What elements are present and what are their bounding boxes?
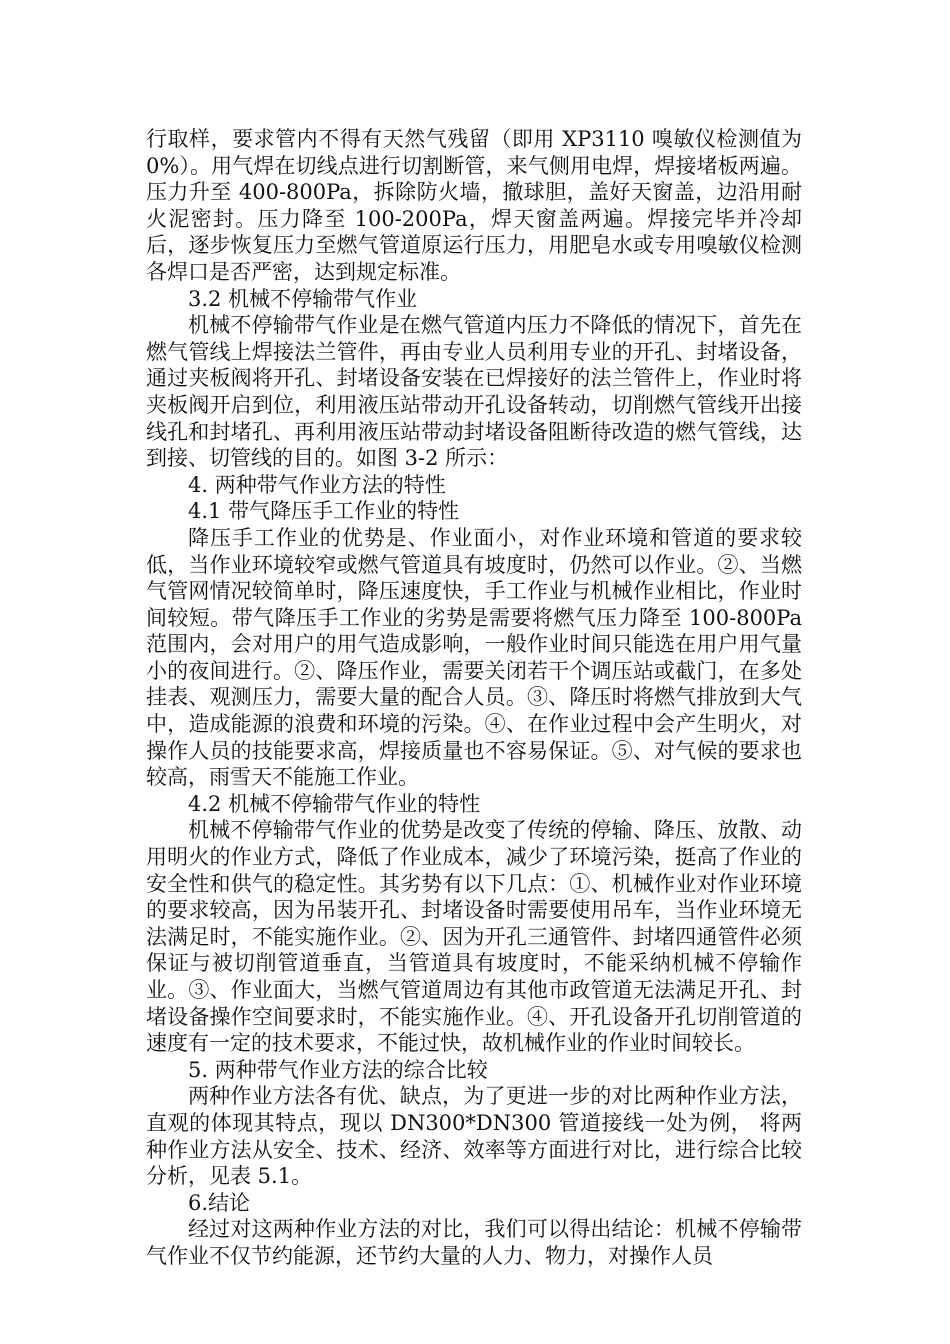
heading-6: 6.结论 xyxy=(188,1190,251,1215)
paragraph-sampling-continued: 行取样，要求管内不得有天然气残留（即用 XP3110 嗅敏仪检测值为 0%）。用气焊在切线点进行切割断管，来气侧用电焊，焊接堵板两遍。压力升至 400-800Pa，拆除防火墙，撤球胆，盖好天窗盖，边沿用耐火泥密封。压力降至 100-200Pa，焊天窗盖两遍。焊接完毕并冷却后，逐步恢复压力至燃气管道原运行压力，用肥皂水或专用嗅敏仪检测各焊口是否严密，达到规定标准。 xyxy=(146,127,802,284)
document-page xyxy=(146,126,802,1270)
paragraph-comparison: 两种作业方法各有优、缺点，为了更进一步的对比两种作业方法，直观的体现其特点，现以 DN300*DN300 管道接线一处为例， 将两种作业方法从安全、技术、经济、效率等方面进行对比，进行综合比较分析，见表 5.1。 xyxy=(146,1084,802,1189)
heading-3-2: 3.2 机械不停输带气作业 xyxy=(188,286,418,311)
paragraph-mechanical-operation: 机械不停输带气作业是在燃气管道内压力不降低的情况下，首先在燃气管线上焊接法兰管件，再由专业人员利用专业的开孔、封堵设备，通过夹板阀将开孔、封堵设备安装在已焊接好的法兰管件上，作业时将夹板阀开启到位，利用液压站带动开孔设备转动，切削燃气管线开出接线孔和封堵孔、再利用液压站带动封堵设备阻断待改造的燃气管线，达到接、切管线的目的。如图 3-2 所示： xyxy=(146,313,802,471)
paragraph-conclusion: 经过对这两种作业方法的对比，我们可以得出结论：机械不停输带气作业不仅节约能源，还节约大量的人力、物力，对操作人员 xyxy=(146,1217,802,1268)
heading-4-2: 4.2 机械不停输带气作业的特性 xyxy=(188,791,481,816)
heading-5: 5. 两种带气作业方法的综合比较 xyxy=(188,1057,488,1082)
paragraph-mechanical-characteristics: 机械不停输带气作业的优势是改变了传统的停输、降压、放散、动用明火的作业方式，降低了作业成本，减少了环境污染，挺高了作业的安全性和供气的稳定性。其劣势有以下几点：①、机械作业对作业环境的要求较高，因为吊装开孔、封堵设备时需要使用吊车，当作业环境无法满足时，不能实施作业。②、因为开孔三通管件、封堵四通管件必须保证与被切削管道垂直，当管道具有坡度时，不能采纳机械不停输作业。③、作业面大，当燃气管道周边有其他市政管道无法满足开孔、封堵设备操作空间要求时，不能实施作业。④、开孔设备开孔切削管道的速度有一定的技术要求，不能过快，故机械作业的作业时间较长。 xyxy=(146,818,802,1056)
paragraph-manual-characteristics: 降压手工作业的优势是、作业面小，对作业环境和管道的要求较低，当作业环境较窄或燃气管道具有坡度时，仍然可以作业。②、当燃气管网情况较简单时，降压速度快，手工作业与机械作业相比，作业时间较短。带气降压手工作业的劣势是需要将燃气压力降至 100-800Pa 范围内，会对用户的用气造成影响，一般作业时间只能选在用户用气量小的夜间进行。②、降压作业，需要关闭若干个调压站或截门，在多处挂表、观测压力，需要大量的配合人员。③、降压时将燃气排放到大气中，造成能源的浪费和环境的污染。④、在作业过程中会产生明火，对操作人员的技能要求高，焊接质量也不容易保证。⑤、对气候的要求也较高，雨雪天不能施工作业。 xyxy=(146,525,802,790)
heading-4: 4. 两种带气作业方法的特性 xyxy=(188,472,446,497)
heading-4-1: 4.1 带气降压手工作业的特性 xyxy=(188,499,460,524)
